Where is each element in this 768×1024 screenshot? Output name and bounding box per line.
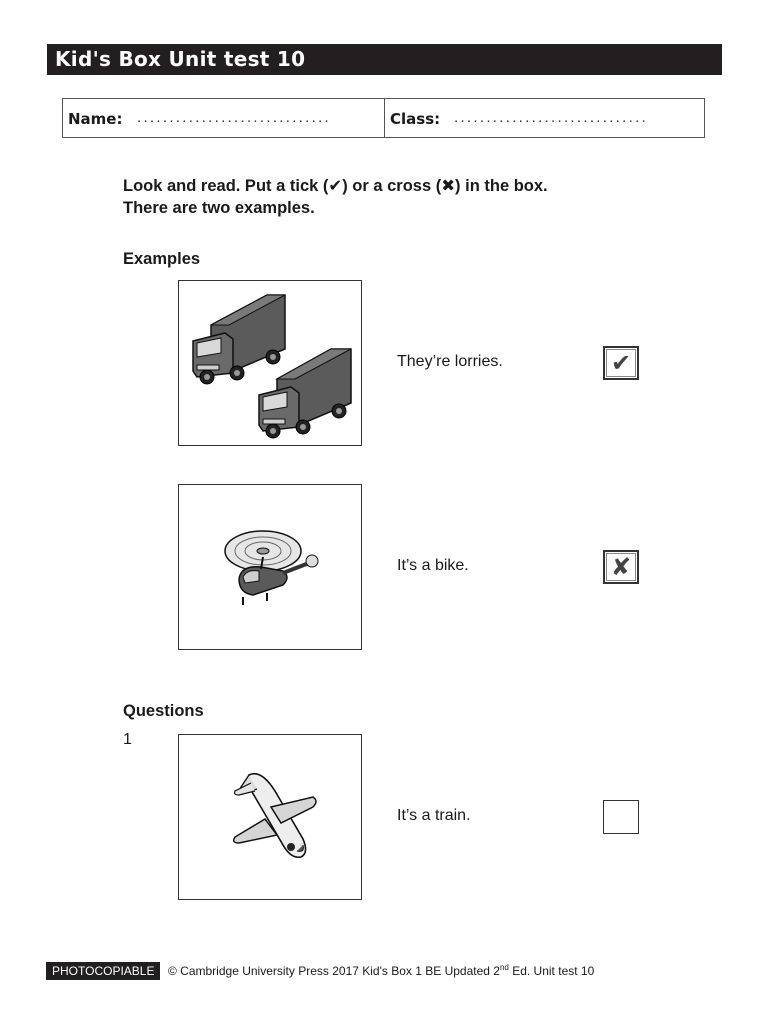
question-1-number: 1 bbox=[123, 731, 132, 748]
cross-mark: ✘ bbox=[610, 553, 632, 581]
example-2-sentence: It’s a bike. bbox=[397, 557, 469, 574]
example-1-answer-box[interactable] bbox=[603, 346, 639, 380]
name-label: Name: bbox=[68, 110, 123, 128]
questions-heading: Questions bbox=[123, 702, 204, 720]
example-1-sentence: They’re lorries. bbox=[397, 353, 503, 370]
student-info-box bbox=[62, 98, 705, 138]
title-bar bbox=[47, 44, 722, 75]
tick-mark: ✔ bbox=[610, 349, 632, 377]
examples-heading: Examples bbox=[123, 250, 201, 268]
helicopter bbox=[225, 531, 318, 605]
copyright-post: Ed. Unit test 10 bbox=[508, 964, 595, 978]
name-field[interactable]: .............................. bbox=[137, 109, 332, 126]
photocopiable-tag: PHOTOCOPIABLE bbox=[46, 962, 160, 980]
question-1-sentence: It’s a train. bbox=[397, 807, 471, 824]
copyright-sup: nd bbox=[499, 963, 509, 972]
question-1-answer-box[interactable] bbox=[603, 800, 639, 834]
example-2-answer-box[interactable] bbox=[603, 550, 639, 584]
field-divider bbox=[384, 99, 385, 137]
copyright-pre: © Cambridge University Press 2017 Kid's Box 1 BE Updated 2 bbox=[168, 964, 500, 978]
helicopter-picture bbox=[178, 484, 362, 650]
class-field[interactable]: .............................. bbox=[454, 109, 649, 126]
lorry-1 bbox=[193, 295, 285, 384]
class-label: Class: bbox=[390, 110, 441, 128]
lorries-picture bbox=[178, 280, 362, 446]
airplane bbox=[234, 774, 316, 858]
page-title: Kid's Box Unit test 10 bbox=[55, 47, 306, 71]
instruction-line-1: Look and read. Put a tick (✔) or a cross (✖) in the box. bbox=[123, 177, 548, 195]
instruction-line-2: There are two examples. bbox=[123, 199, 315, 217]
plane-picture bbox=[178, 734, 362, 900]
copyright-text bbox=[168, 963, 594, 978]
